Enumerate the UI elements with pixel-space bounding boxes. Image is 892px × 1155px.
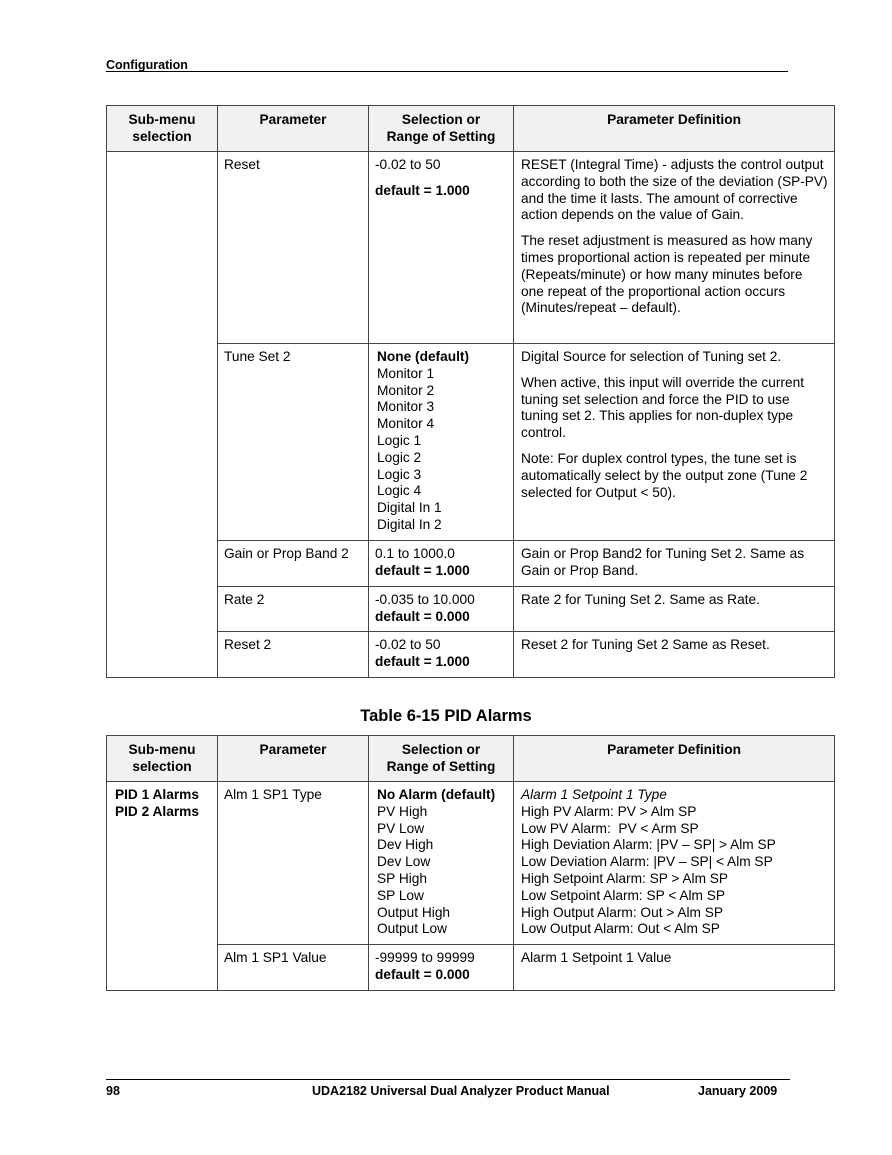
definition-paragraph: Note: For duplex control types, the tune set is automatically select by the output zone (Tune 2 selected for Output < 50). bbox=[521, 450, 808, 500]
col-header-definition: Parameter Definition bbox=[514, 106, 835, 152]
range-value: -99999 to 99999 bbox=[375, 950, 475, 966]
col-header-selection: Selection or Range of Setting bbox=[369, 736, 514, 782]
submenu-item: PID 2 Alarms bbox=[115, 803, 199, 819]
option-item: Monitor 3 bbox=[377, 399, 435, 415]
option-item: Dev High bbox=[377, 837, 434, 853]
option-item: Output High bbox=[377, 904, 451, 920]
footer-rule bbox=[106, 1079, 790, 1080]
submenu-cell bbox=[107, 782, 218, 991]
range-cell bbox=[369, 945, 514, 991]
option-item: Output Low bbox=[377, 921, 448, 937]
option-item: PV High bbox=[377, 803, 428, 819]
option-item: SP High bbox=[377, 870, 427, 886]
table-row bbox=[107, 152, 835, 344]
definition-cell: Alarm 1 Setpoint 1 Value bbox=[514, 945, 835, 991]
definition-line: Low Setpoint Alarm: SP < Alm SP bbox=[521, 887, 726, 903]
definition-paragraph: Digital Source for selection of Tuning set 2. bbox=[521, 349, 782, 364]
option-item: Dev Low bbox=[377, 854, 431, 870]
range-cell bbox=[369, 540, 514, 586]
definition-title: Alarm 1 Setpoint 1 Type bbox=[521, 787, 667, 802]
parameter-cell: Reset 2 bbox=[218, 632, 369, 678]
default-value: default = 1.000 bbox=[375, 654, 470, 670]
submenu-cell bbox=[107, 152, 218, 678]
running-header: Configuration bbox=[106, 58, 188, 72]
definition-paragraph: When active, this input will override the current tuning set selection and force the PID to use tuning set 2. This applies for non-duplex type control. bbox=[521, 374, 804, 441]
option-item: Monitor 2 bbox=[377, 382, 435, 398]
range-value: -0.02 to 50 bbox=[375, 157, 441, 172]
range-value: -0.02 to 50 bbox=[375, 637, 441, 653]
definition-paragraph: The reset adjustment is measured as how many times proportional action is repeated per minute (Repeats/minute) or how many minutes before one repeat of the proportional action occurs (Minutes/repeat – default). bbox=[521, 233, 813, 316]
definition-cell: Rate 2 for Tuning Set 2. Same as Rate. bbox=[514, 586, 835, 632]
option-item: Logic 2 bbox=[377, 449, 422, 465]
definition-line: Low PV Alarm: PV < Arm SP bbox=[521, 820, 699, 836]
option-item: Logic 1 bbox=[377, 432, 422, 448]
definition-cell: Gain or Prop Band2 for Tuning Set 2. Same as Gain or Prop Band. bbox=[514, 540, 835, 586]
definition-cell bbox=[514, 782, 835, 945]
definition-paragraph: RESET (Integral Time) - adjusts the control output according to both the size of the deviation (SP-PV) and the time it lasts. The amount of corrective action depends on the value of Gain. bbox=[521, 157, 828, 223]
table-row bbox=[107, 782, 835, 945]
option-item: Logic 3 bbox=[377, 466, 422, 482]
definition-cell bbox=[514, 344, 835, 541]
definition-line: Low Output Alarm: Out < Alm SP bbox=[521, 921, 720, 937]
option-item: Logic 4 bbox=[377, 483, 422, 499]
col-header-parameter: Parameter bbox=[218, 106, 369, 152]
definition-cell bbox=[514, 152, 835, 344]
col-header-definition: Parameter Definition bbox=[514, 736, 835, 782]
default-value: default = 0.000 bbox=[375, 966, 470, 982]
definition-line: High Setpoint Alarm: SP > Alm SP bbox=[521, 870, 729, 886]
publication-date: January 2009 bbox=[698, 1084, 778, 1098]
header-rule bbox=[106, 71, 788, 72]
page-number: 98 bbox=[106, 1084, 120, 1098]
option-item: Monitor 1 bbox=[377, 365, 435, 381]
table-header-row bbox=[107, 106, 835, 152]
range-value: -0.035 to 10.000 bbox=[375, 591, 475, 607]
definition-line: High PV Alarm: PV > Alm SP bbox=[521, 803, 697, 819]
parameter-cell: Gain or Prop Band 2 bbox=[218, 540, 369, 586]
pid-alarms-table bbox=[106, 735, 835, 991]
table-header-row bbox=[107, 736, 835, 782]
option-item: PV Low bbox=[377, 820, 425, 836]
definition-line: Low Deviation Alarm: |PV – SP| < Alm SP bbox=[521, 854, 773, 870]
options-cell bbox=[369, 344, 514, 541]
parameter-cell: Alm 1 SP1 Value bbox=[218, 945, 369, 991]
parameter-cell: Alm 1 SP1 Type bbox=[218, 782, 369, 945]
default-option: No Alarm (default) bbox=[377, 787, 496, 802]
submenu-item: PID 1 Alarms bbox=[115, 787, 199, 802]
options-cell bbox=[369, 782, 514, 945]
definition-cell: Reset 2 for Tuning Set 2 Same as Reset. bbox=[514, 632, 835, 678]
parameter-cell: Rate 2 bbox=[218, 586, 369, 632]
default-value: default = 1.000 bbox=[375, 182, 470, 198]
col-header-submenu: Sub-menu selection bbox=[107, 106, 218, 152]
col-header-submenu: Sub-menu selection bbox=[107, 736, 218, 782]
range-cell bbox=[369, 632, 514, 678]
range-cell bbox=[369, 586, 514, 632]
default-value: default = 1.000 bbox=[375, 562, 470, 578]
option-item: Digital In 2 bbox=[377, 516, 442, 532]
option-item: Monitor 4 bbox=[377, 416, 435, 432]
parameter-cell: Reset bbox=[218, 152, 369, 344]
default-value: default = 0.000 bbox=[375, 608, 470, 624]
manual-title: UDA2182 Universal Dual Analyzer Product Manual bbox=[312, 1084, 610, 1098]
col-header-selection: Selection or Range of Setting bbox=[369, 106, 514, 152]
table-caption: Table 6-15 PID Alarms bbox=[360, 707, 532, 725]
default-option: None (default) bbox=[377, 349, 470, 364]
option-item: Digital In 1 bbox=[377, 500, 442, 516]
range-cell bbox=[369, 152, 514, 344]
definition-line: High Output Alarm: Out > Alm SP bbox=[521, 904, 723, 920]
parameter-cell: Tune Set 2 bbox=[218, 344, 369, 541]
definition-line: High Deviation Alarm: |PV – SP| > Alm SP bbox=[521, 837, 776, 853]
col-header-parameter: Parameter bbox=[218, 736, 369, 782]
pid-tuning-table bbox=[106, 105, 835, 678]
option-item: SP Low bbox=[377, 887, 424, 903]
range-value: 0.1 to 1000.0 bbox=[375, 545, 455, 561]
